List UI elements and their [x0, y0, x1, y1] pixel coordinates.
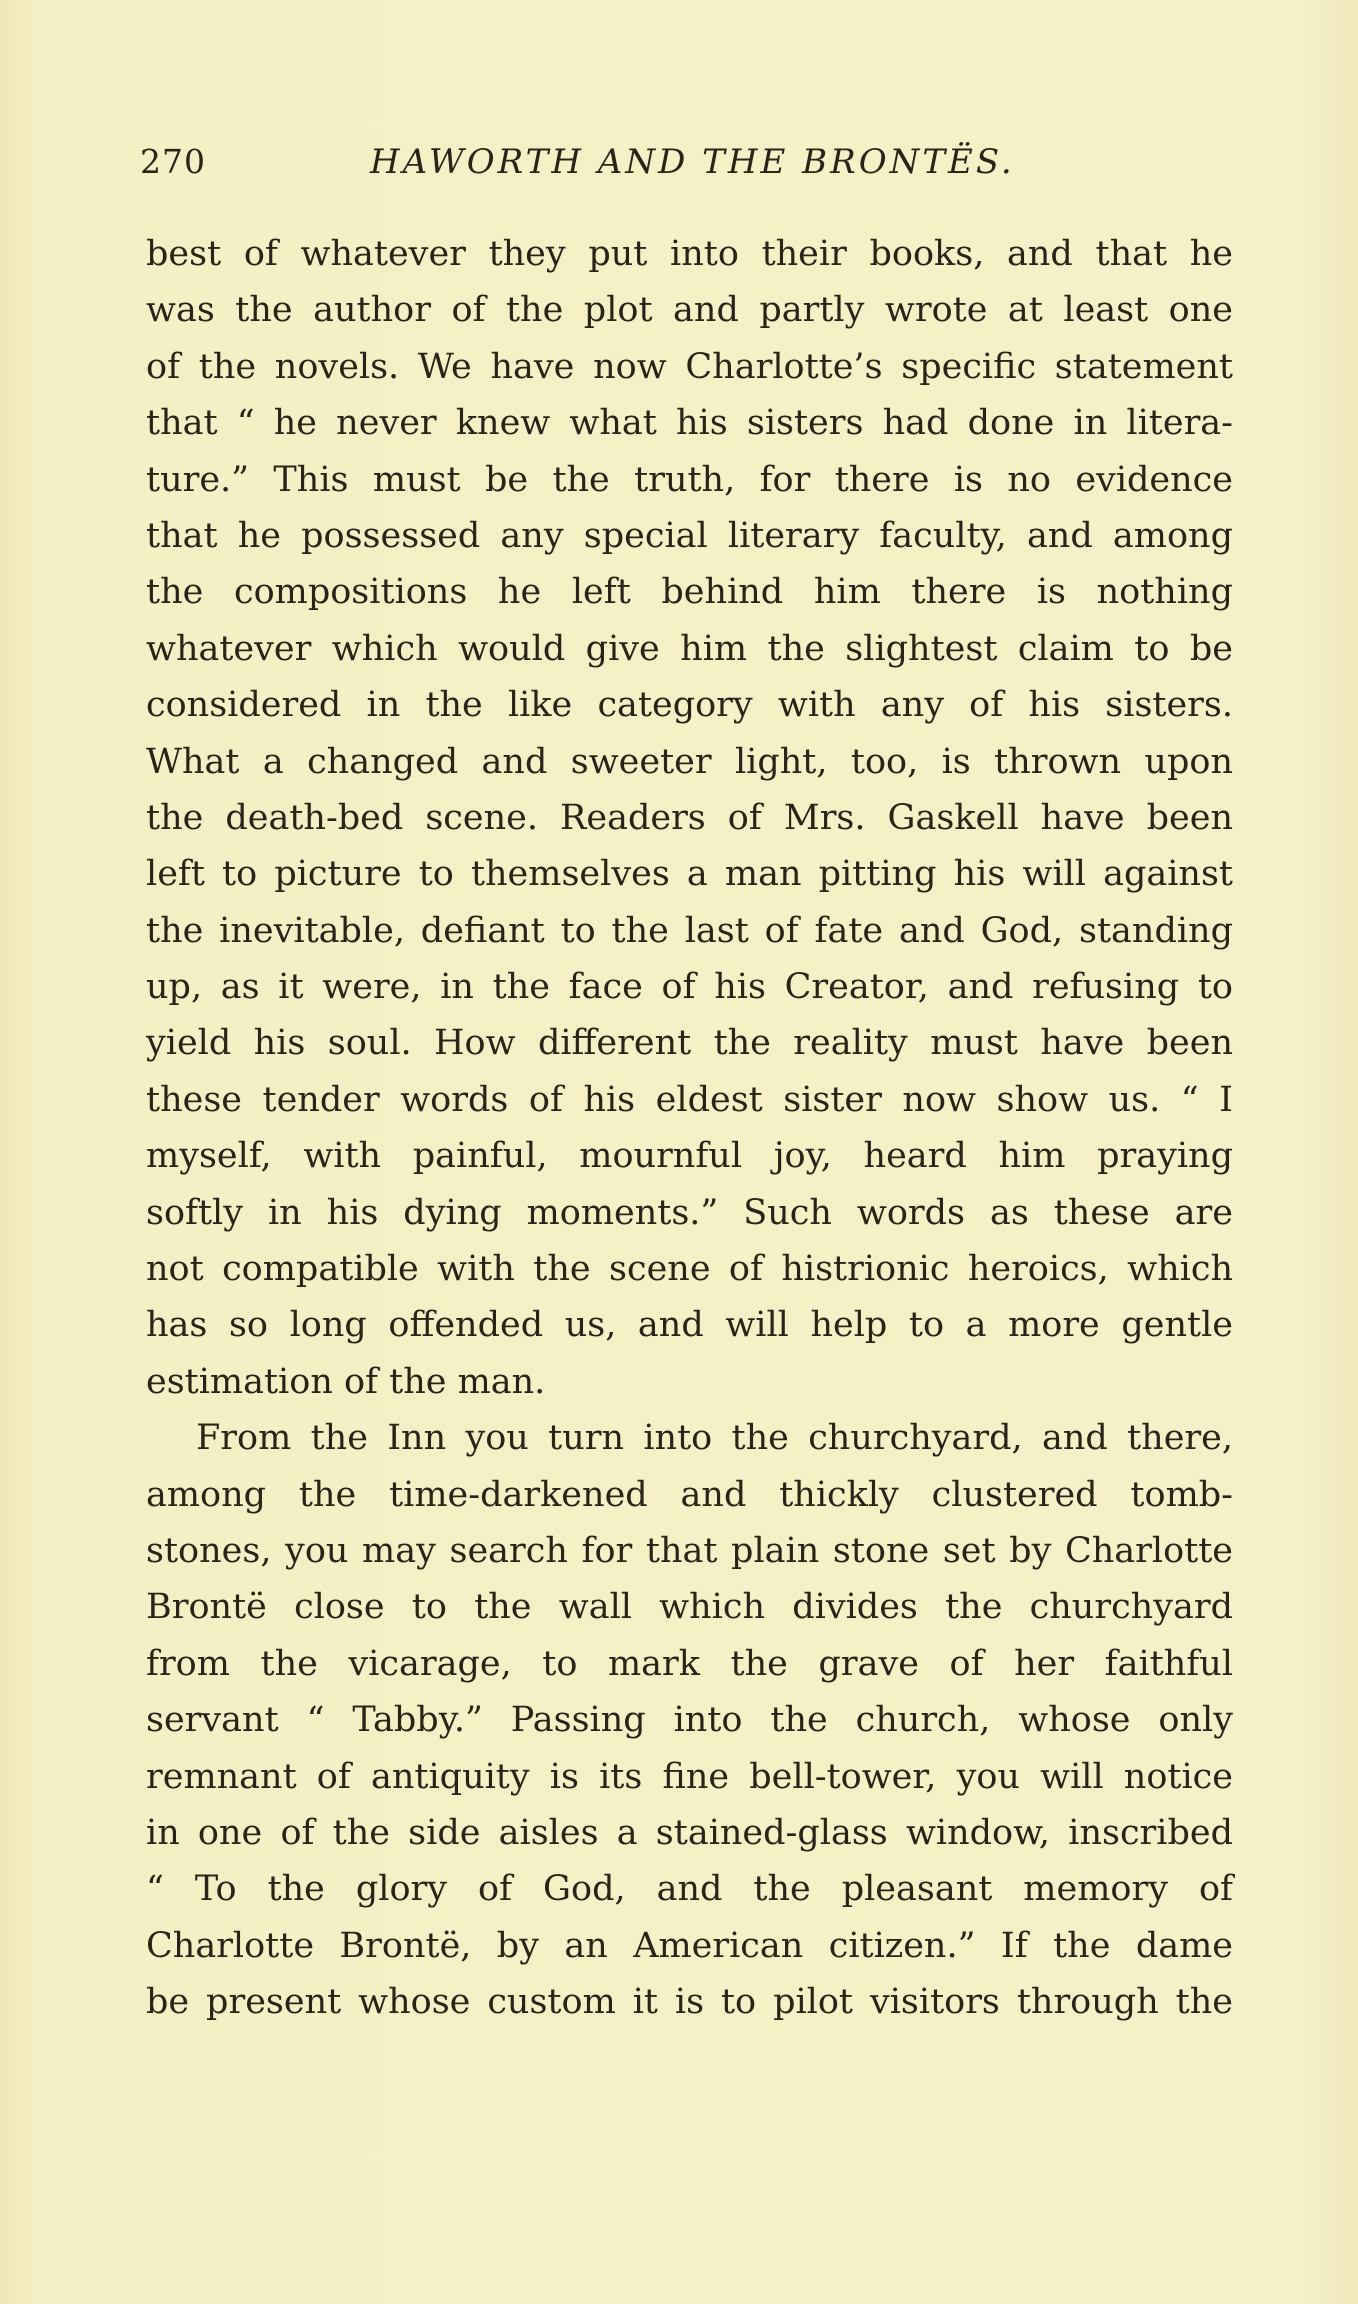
- text-line: of the novels. We have now Charlotte’s specific statement: [146, 346, 1233, 387]
- body-text: [146, 226, 1233, 2031]
- text-line: that he possessed any special literary faculty, and among: [146, 515, 1233, 556]
- text-line: remnant of antiquity is its fine bell-tower, you will notice: [146, 1756, 1233, 1797]
- text-line: ture.” This must be the truth, for there is no evidence: [146, 459, 1233, 500]
- text-line: whatever which would give him the slightest claim to be: [146, 628, 1233, 669]
- text-line: Brontë close to the wall which divides the churchyard: [146, 1587, 1233, 1628]
- text-line: estimation of the man.: [146, 1361, 546, 1402]
- text-line: in one of the side aisles a stained-glass window, inscribed: [146, 1812, 1233, 1853]
- text-line: yield his soul. How different the reality must have been: [146, 1023, 1233, 1064]
- text-line: “ To the glory of God, and the pleasant memory of: [146, 1869, 1233, 1910]
- text-line: up, as it were, in the face of his Creator, and refusing to: [146, 967, 1233, 1008]
- text-line: servant “ Tabby.” Passing into the church, whose only: [146, 1700, 1233, 1741]
- page-header: [140, 142, 1240, 192]
- text-line: the inevitable, defiant to the last of fate and God, standing: [146, 910, 1233, 951]
- paragraph-1: [146, 226, 1233, 1410]
- text-line: was the author of the plot and partly wrote at least one: [146, 290, 1233, 331]
- text-line: that “ he never knew what his sisters had done in litera-: [146, 403, 1233, 444]
- text-line: these tender words of his eldest sister now show us. “ I: [146, 1079, 1233, 1120]
- text-line: from the vicarage, to mark the grave of her faithful: [146, 1643, 1233, 1684]
- text-line: myself, with painful, mournful joy, heard him praying: [146, 1136, 1233, 1177]
- text-line: Charlotte Brontë, by an American citizen.” If the dame: [146, 1925, 1233, 1966]
- text-line: best of whatever they put into their books, and that he: [146, 234, 1233, 274]
- paragraph-2: [146, 1410, 1233, 2030]
- text-line: What a changed and sweeter light, too, is thrown upon: [146, 741, 1233, 782]
- text-line: softly in his dying moments.” Such words as these are: [146, 1192, 1233, 1233]
- text-line: left to picture to themselves a man pitting his will against: [146, 854, 1233, 895]
- text-line: among the time-darkened and thickly clustered tomb-: [146, 1474, 1233, 1515]
- text-line: stones, you may search for that plain stone set by Charlotte: [146, 1530, 1233, 1571]
- text-line: the death-bed scene. Readers of Mrs. Gaskell have been: [146, 797, 1233, 838]
- text-line: be present whose custom it is to pilot visitors through the: [146, 1982, 1233, 2023]
- page-number: 270: [140, 142, 206, 181]
- text-line: has so long offended us, and will help to a more gentle: [146, 1305, 1233, 1346]
- text-line: considered in the like category with any of his sisters.: [146, 685, 1233, 726]
- text-line: From the Inn you turn into the churchyard, and there,: [196, 1418, 1233, 1459]
- text-line: not compatible with the scene of histrionic heroics, which: [146, 1249, 1233, 1290]
- running-head: HAWORTH AND THE BRONTËS.: [370, 142, 1015, 182]
- text-line: the compositions he left behind him there is nothing: [146, 572, 1233, 613]
